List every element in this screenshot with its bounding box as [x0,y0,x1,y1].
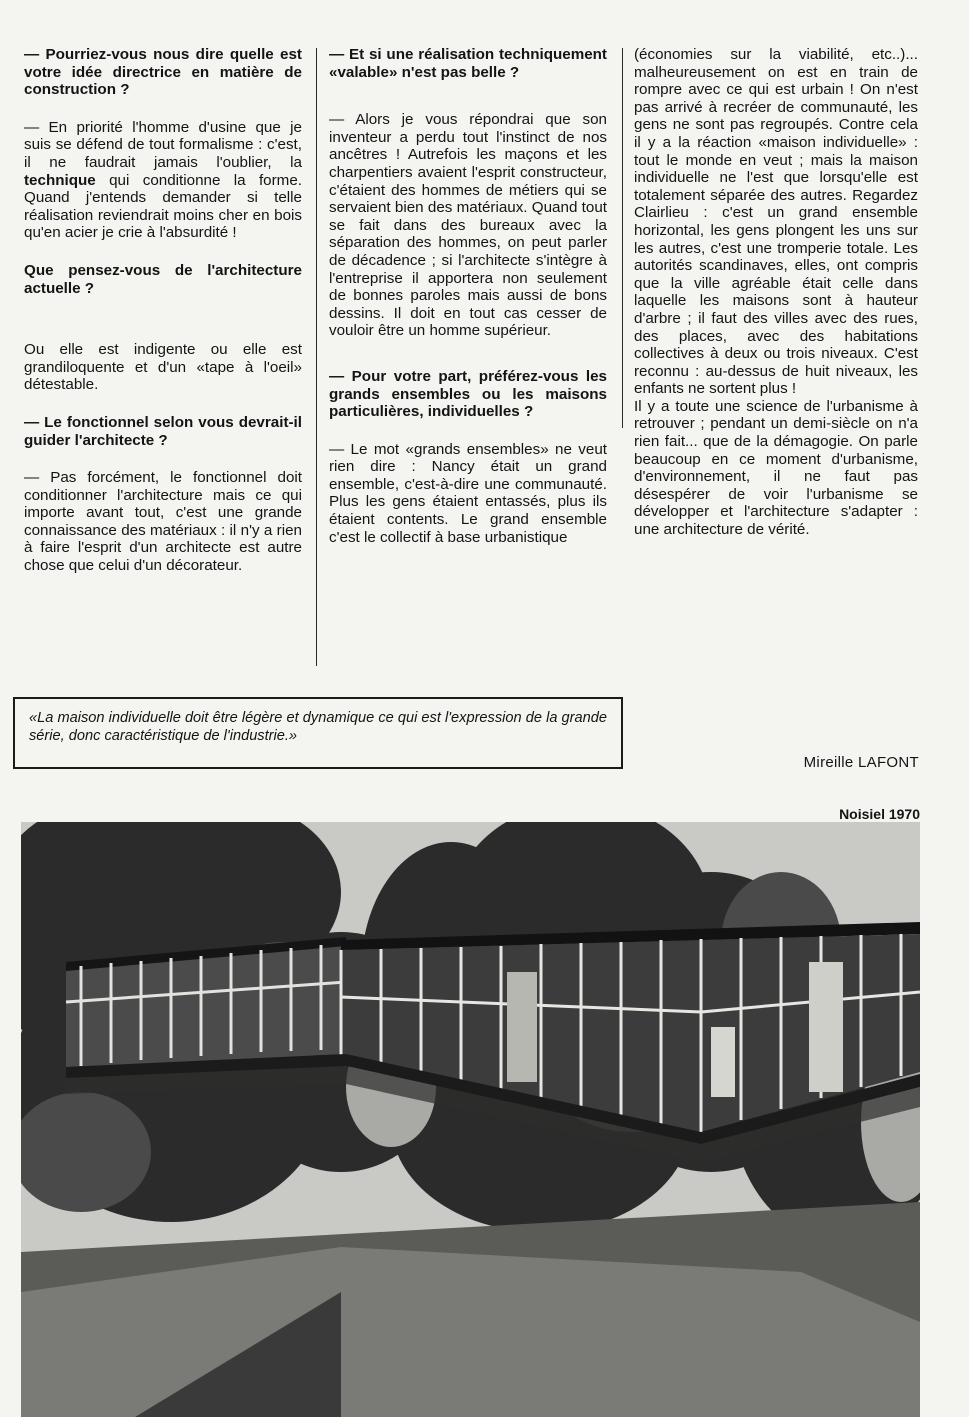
answer-5: — Le mot «grands ensembles» ne veut rien dire : Nancy était un grand ensemble, c'est-à-dire une communauté. Plus les gens étaient entassés, plus ils étaient contents. Le grand ensemble c'est le collectif à base urbanistique [329,440,607,546]
question-3: — Le fonctionnel selon vous devrait-il guider l'architecte ? [24,413,302,449]
house-photograph [21,822,920,1417]
question-1: — Pourriez-vous nous dire quelle est votre idée directrice en matière de construction ? [24,46,302,99]
pull-quote [13,697,623,769]
answer-3: — Pas forcément, le fonctionnel doit conditionner l'architecture mais ce qui importe avant tout, c'est une grande connaissance des matériaux : il n'y a rien à faire l'esprit d'un architecte est autre chose que celui d'un décorateur. [24,469,302,575]
paragraph-1: (économies sur la viabilité, etc..)... malheureusement on est en train de rompre avec ce qui est urbain ! On n'est pas arrivé à recréer de communauté, les gens ne sont pas regroupés. Contre cela il y a la réaction «maison individuelle» : tout le monde en veut ; mais la maison individuelle ne l'est que lorsqu'elle est totalement séparée des autres. Regardez Clairlieu : c'est un grand ensemble horizontal, les gens plongent les uns sur les autres, c'est une tromperie totale. Les autorités scandinaves, elles, ont compris que la ville agréable était celle dans laquelle les maisons sont à hauteur d'arbre ; il faut des villes avec des rues, des places, avec des habitations collectives à deux ou trois niveaux. C'est reconnu : au-dessus de huit niveaux, les enfants ne sortent plus ! [634,46,918,398]
column-2 [329,46,607,546]
column-rule-2 [622,48,623,428]
answer-1-end: qui conditionne la forme. Quand j'entends demander si telle réalisation reviendrait moins cher en bois qu'en acier je crie à l'absurdité ! [24,171,302,242]
answer-1 [24,119,302,242]
pavilion-illustration [21,822,920,1417]
question-2: Que pensez-vous de l'architecture actuelle ? [24,261,302,297]
column-rule-1 [316,48,317,666]
pull-quote-text: «La maison individuelle doit être légère et dynamique ce qui est l'expression de la grande série, donc caractéristique de l'industrie.» [29,710,607,744]
paragraph-2: Il y a toute une science de l'urbanisme à retrouver ; pendant un demi-siècle on n'a rien fait... que de la démagogie. On parle beaucoup en ce moment d'urbanisme, d'environnement, il ne faut pas désespérer de voir l'urbanisme se développer et l'architecture s'adapter : une architecture de vérité. [634,397,918,539]
answer-2: Ou elle est indigente ou elle est grandiloquente et d'un «tape à l'oeil» détestable. [24,341,302,394]
question-5: — Pour votre part, préférez-vous les grands ensembles ou les maisons particulières, individuelles ? [329,367,607,421]
answer-1-start: — En priorité l'homme d'usine que je suis se défend de tout formalisme : c'est, il ne faudrait jamais l'oublier, la [24,118,302,171]
answer-4: — Alors je vous répondrai que son inventeur a perdu tout l'instinct de nos ancêtres ! Autrefois les maçons et les charpentiers avaient l'esprit constructeur, c'étaient des hommes de métiers qui se servaient bien des matériaux. Quand tout se fait dans des bureaux avec la séparation des hommes, on peut parler de décadence ; si l'architecte s'intègre à l'entreprise il apportera non seulement de bonnes paroles mais aussi de bons dessins. Il doit en tout cas cesser de vouloir être un homme supérieur. [329,111,607,340]
column-3 [634,46,918,539]
column-1 [24,46,302,575]
author-name: Mireille LAFONT [803,754,919,771]
question-4: — Et si une réalisation techniquement «valable» n'est pas belle ? [329,46,607,81]
answer-1-emphasis: technique [24,171,96,189]
photo-caption: Noisiel 1970 [839,806,920,822]
